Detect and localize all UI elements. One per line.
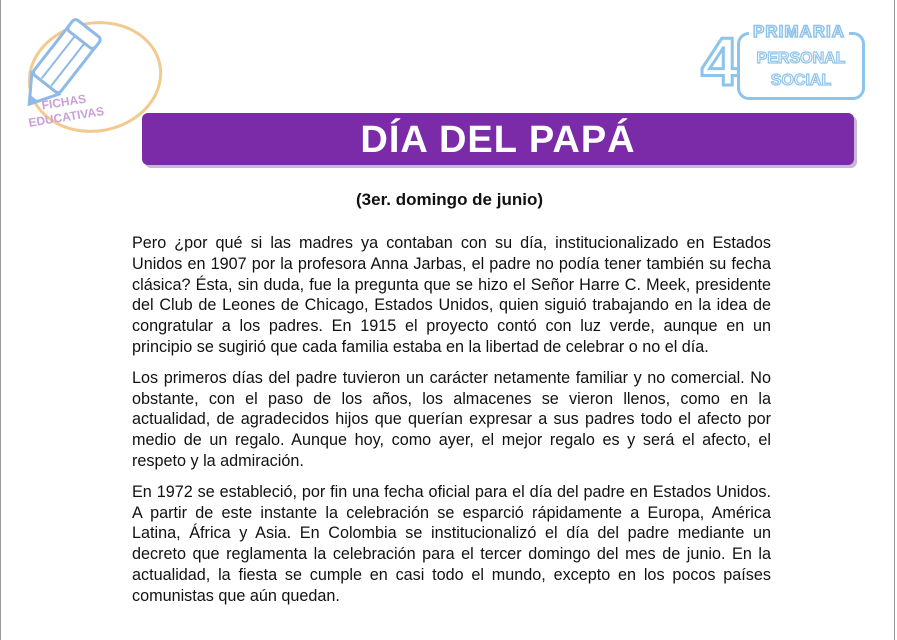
paragraph: Los primeros días del padre tuvieron un carácter netamente familiar y no comercial. No obstante, con el paso de los años, los almacenes se vieron llenos, como en la actualidad, de agradecidos hijos que querían expresar a sus padres todo el afecto por medio de un regalo. Aunque hoy, como ayer, el mejor regalo es y será el afecto, el respeto y la admiración.	[132, 368, 771, 470]
title-banner	[142, 113, 854, 165]
grade-number: 4	[701, 24, 739, 100]
subject-line-2: SOCIAL	[770, 72, 832, 89]
page-title: DÍA DEL PAPÁ	[360, 119, 636, 161]
level-label: PRIMARIA	[749, 22, 849, 42]
body-text	[132, 233, 771, 617]
paragraph: En 1972 se estableció, por fin una fecha oficial para el día del padre en Estados Unidos. A partir de este instante la celebración se esparció rápidamente a Europa, América Latina, África y Asia. En Colombia se institucionalizó el día del padre mediante un decreto que reglamenta la celebración para el tercer domingo del mes de junio. En la actualidad, la fiesta se cumple en casi todo el mundo, excepto en los pocos países comunistas que aún quedan.	[132, 482, 771, 605]
subject-label	[741, 48, 861, 92]
subject-line-1: PERSONAL	[756, 50, 846, 67]
subtitle: (3er. domingo de junio)	[356, 190, 543, 209]
grade-badge	[701, 22, 871, 104]
logo-text-line: FICHAS EDUCATIVAS	[27, 91, 105, 130]
paragraph: Pero ¿por qué si las madres ya contaban con su día, institucionalizado en Estados Unidos en 1907 por la profesora Anna Jarbas, el padre no podía tener también su fecha clásica? Ésta, sin duda, fue la pregunta que se hizo el Señor Harre C. Meek, presidente del Club de Leones de Chicago, Estados Unidos, quien siguió trabajando en la idea de congratular a los padres. En 1915 el proyecto contó con luz verde, aunque en un principio se sugirió que cada familia estaba en la libertad de celebrar o no el día.	[132, 234, 771, 356]
